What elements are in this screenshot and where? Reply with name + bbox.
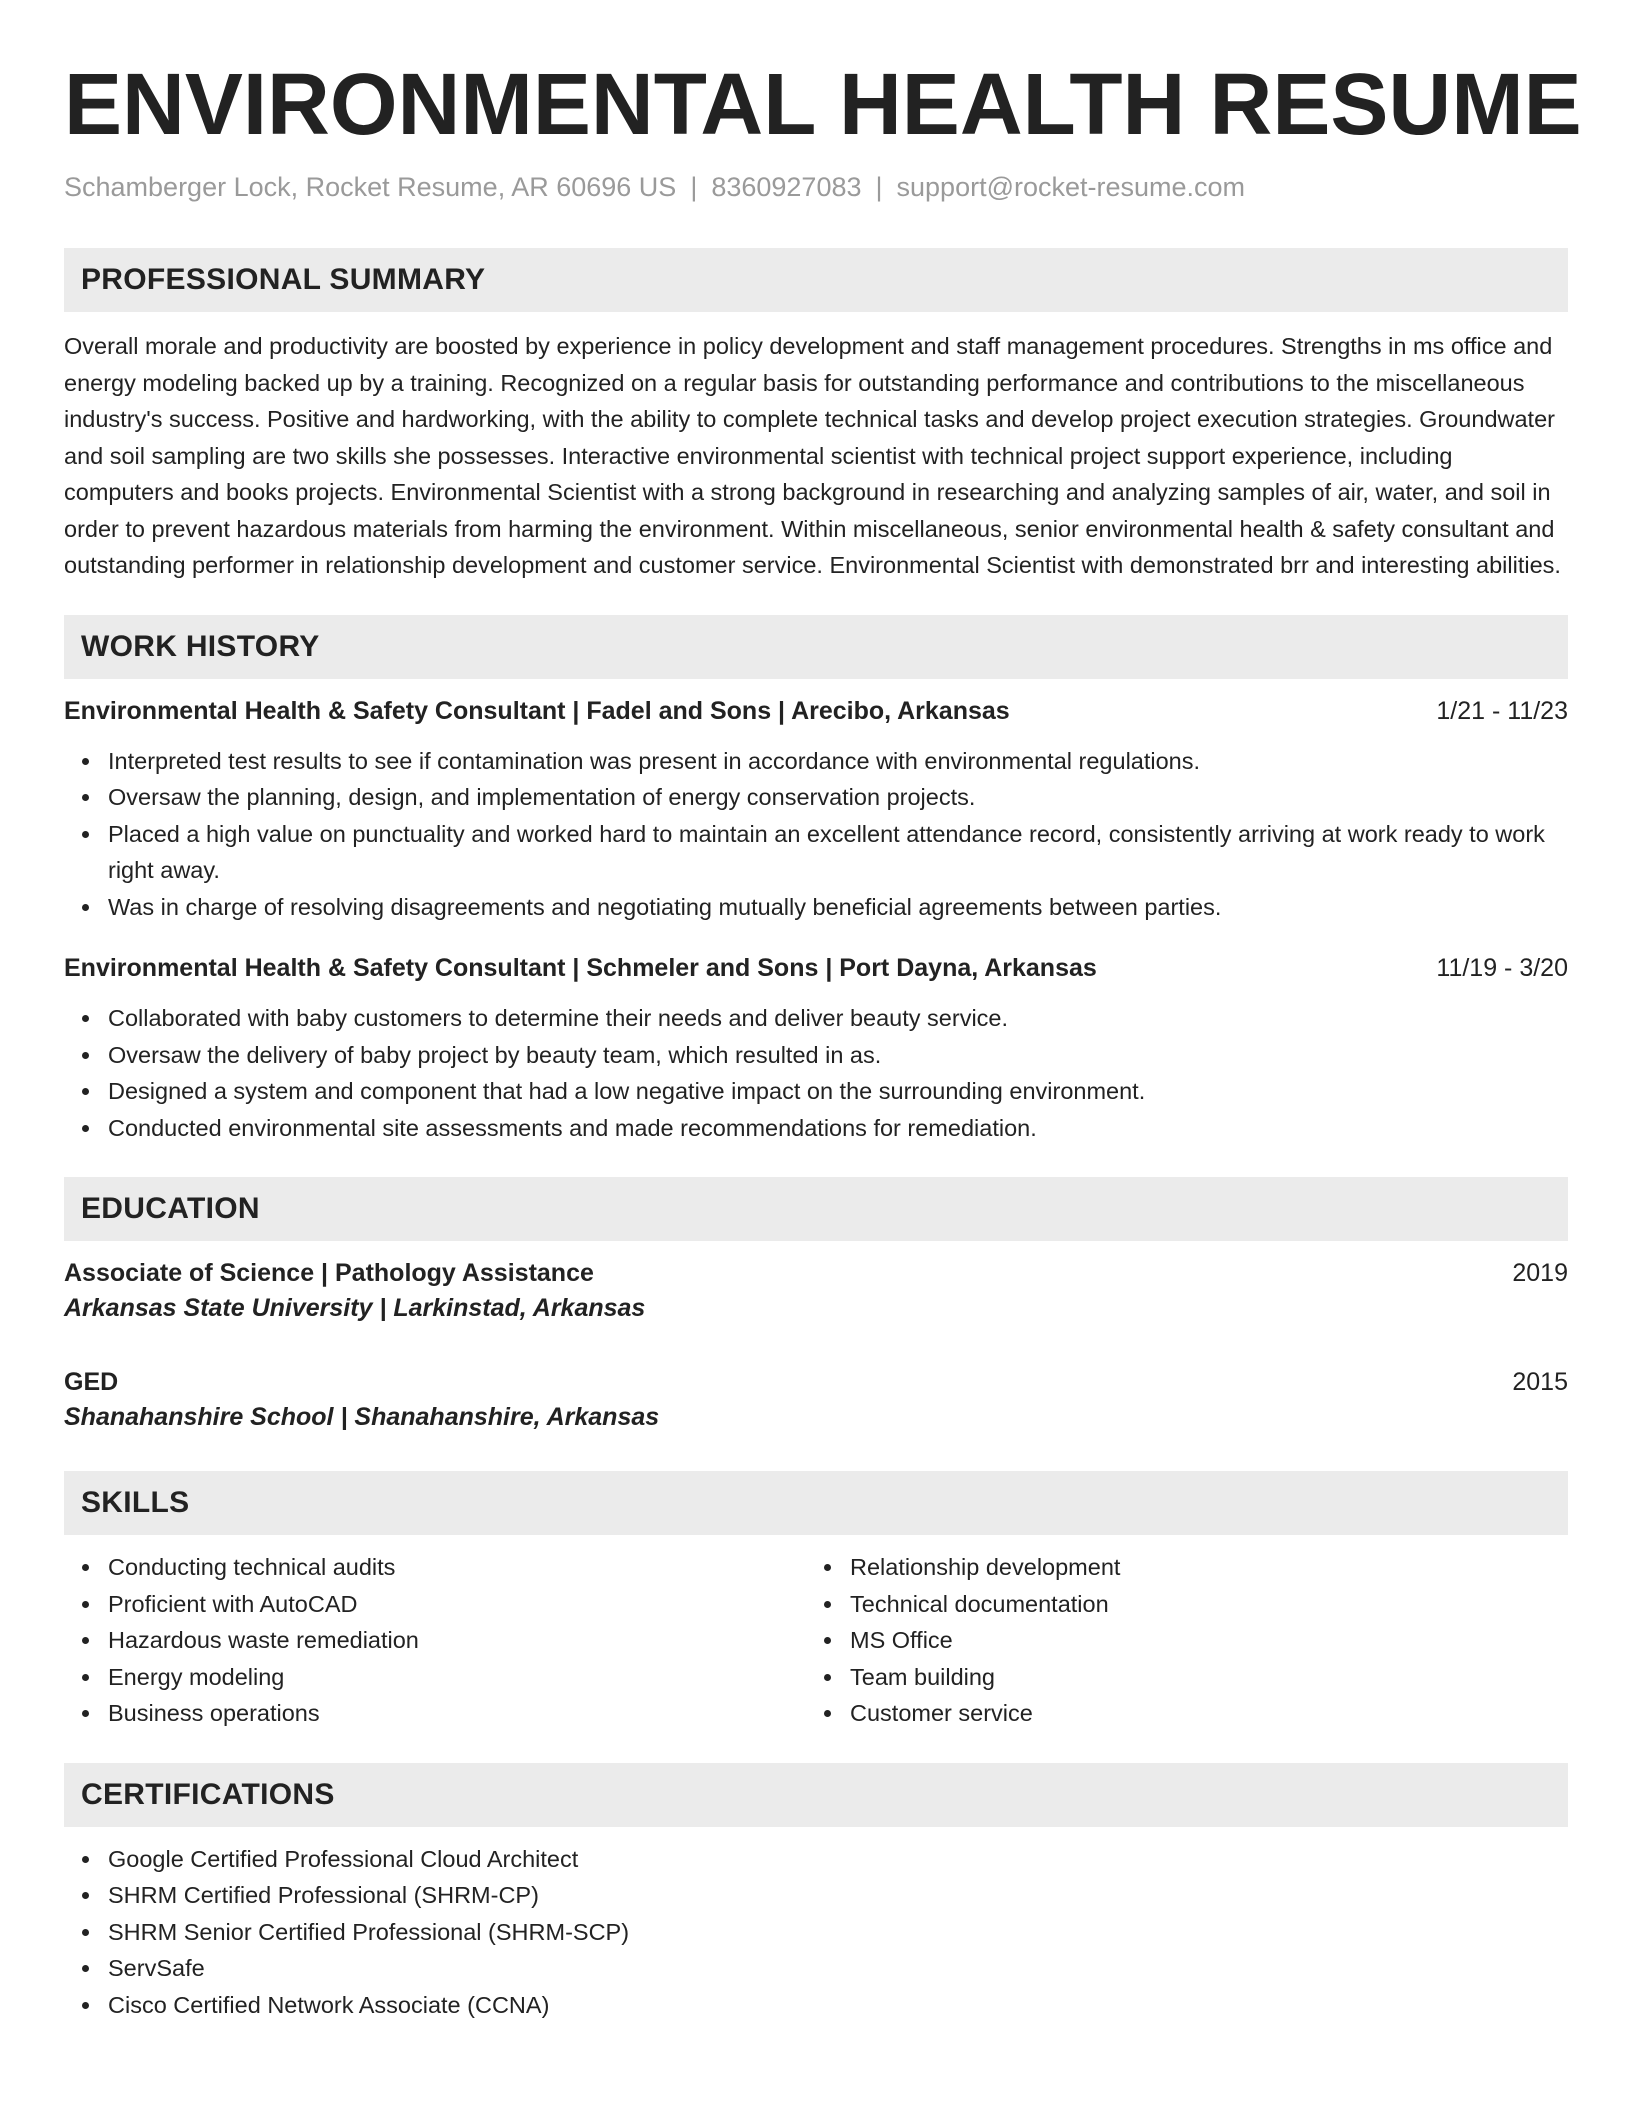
education-header xyxy=(64,1256,1568,1290)
job-bullets xyxy=(64,743,1568,926)
list-item: Conducted environmental site assessments and made recommendations for remediation. xyxy=(64,1110,1568,1147)
education-school: Shanahanshire School | Shanahanshire, Arkansas xyxy=(64,1403,660,1431)
section-header-skills: SKILLS xyxy=(64,1471,1568,1535)
list-item: Oversaw the delivery of baby project by beauty team, which resulted in as. xyxy=(64,1037,1568,1074)
education-entry xyxy=(64,1365,1568,1435)
education-school: Arkansas State University | Larkinstad, Arkansas xyxy=(64,1294,646,1322)
education-entry xyxy=(64,1256,1568,1326)
list-item: Energy modeling xyxy=(64,1659,806,1696)
job-header xyxy=(64,951,1568,985)
contact-email: support@rocket-resume.com xyxy=(896,172,1246,202)
job-dates: 1/21 - 11/23 xyxy=(1436,696,1568,725)
education-header xyxy=(64,1365,1568,1399)
list-item: Technical documentation xyxy=(806,1586,1548,1623)
job-title: Environmental Health & Safety Consultant | Schmeler and Sons | Port Dayna, Arkansas xyxy=(64,954,1097,982)
list-item: Business operations xyxy=(64,1695,806,1732)
list-item: Cisco Certified Network Associate (CCNA) xyxy=(64,1987,1568,2024)
summary-text: Overall morale and productivity are boosted by experience in policy development and staff management procedures. Strengths in ms office and energy modeling backed up by a training. Recognized on a regular basis for outstanding performance and contributions to the miscellaneous industry's success. Positive and hardworking, with the ability to complete technical tasks and develop project execution strategies. Groundwater and soil sampling are two skills she possesses. Interactive environmental scientist with technical project support experience, including computers and books projects. Environmental Scientist with a strong background in researching and analyzing samples of air, water, and soil in order to prevent hazardous materials from harming the environment. Within miscellaneous, senior environmental health & safety consultant and outstanding performer in relationship development and customer service. Environmental Scientist with demonstrated brr and interesting abilities. xyxy=(64,333,1561,578)
list-item: Conducting technical audits xyxy=(64,1549,806,1586)
list-item: Interpreted test results to see if contamination was present in accordance with environmental regulations. xyxy=(64,743,1568,780)
certifications-list xyxy=(64,1841,1568,2024)
contact-address: Schamberger Lock, Rocket Resume, AR 60696 US xyxy=(64,172,677,202)
list-item: SHRM Certified Professional (SHRM-CP) xyxy=(64,1877,1568,1914)
contact-separator: | xyxy=(875,172,883,202)
list-item: ServSafe xyxy=(64,1950,1568,1987)
contact-line xyxy=(64,169,1568,205)
section-header-certifications: CERTIFICATIONS xyxy=(64,1763,1568,1827)
list-item: Was in charge of resolving disagreements and negotiating mutually beneficial agreements between parties. xyxy=(64,889,1568,926)
list-item: Hazardous waste remediation xyxy=(64,1622,806,1659)
list-item: Customer service xyxy=(806,1695,1548,1732)
skills-grid xyxy=(64,1549,1568,1732)
section-header-summary: PROFESSIONAL SUMMARY xyxy=(64,248,1568,312)
job-entry xyxy=(64,694,1568,926)
job-header xyxy=(64,694,1568,728)
job-title: Environmental Health & Safety Consultant | Fadel and Sons | Arecibo, Arkansas xyxy=(64,696,1010,725)
job-entry xyxy=(64,951,1568,1146)
list-item: Proficient with AutoCAD xyxy=(64,1586,806,1623)
list-item: Placed a high value on punctuality and worked hard to maintain an excellent attendance record, consistently arriving at work ready to work right away. xyxy=(64,816,1568,889)
list-item: Team building xyxy=(806,1659,1548,1696)
section-header-work-history: WORK HISTORY xyxy=(64,615,1568,679)
skills-column-left xyxy=(64,1549,806,1732)
education-degree: GED xyxy=(64,1368,119,1396)
job-bullets xyxy=(64,1000,1568,1146)
education-year: 2019 xyxy=(1512,1259,1568,1287)
section-header-education: EDUCATION xyxy=(64,1177,1568,1241)
education-degree: Associate of Science | Pathology Assistance xyxy=(64,1259,594,1287)
contact-phone: 8360927083 xyxy=(711,172,862,202)
resume-title: ENVIRONMENTAL HEALTH RESUME xyxy=(64,56,1582,153)
skills-column-right xyxy=(806,1549,1548,1732)
list-item: Relationship development xyxy=(806,1549,1548,1586)
contact-separator: | xyxy=(690,172,698,202)
education-year: 2015 xyxy=(1512,1368,1568,1396)
list-item: SHRM Senior Certified Professional (SHRM-SCP) xyxy=(64,1914,1568,1951)
skills-list xyxy=(64,1549,806,1732)
list-item: Collaborated with baby customers to determine their needs and deliver beauty service. xyxy=(64,1000,1568,1037)
job-dates: 11/19 - 3/20 xyxy=(1436,954,1568,982)
list-item: Designed a system and component that had a low negative impact on the surrounding environment. xyxy=(64,1073,1568,1110)
list-item: Oversaw the planning, design, and implementation of energy conservation projects. xyxy=(64,779,1568,816)
list-item: Google Certified Professional Cloud Architect xyxy=(64,1841,1568,1878)
skills-list xyxy=(806,1549,1548,1732)
list-item: MS Office xyxy=(806,1622,1548,1659)
